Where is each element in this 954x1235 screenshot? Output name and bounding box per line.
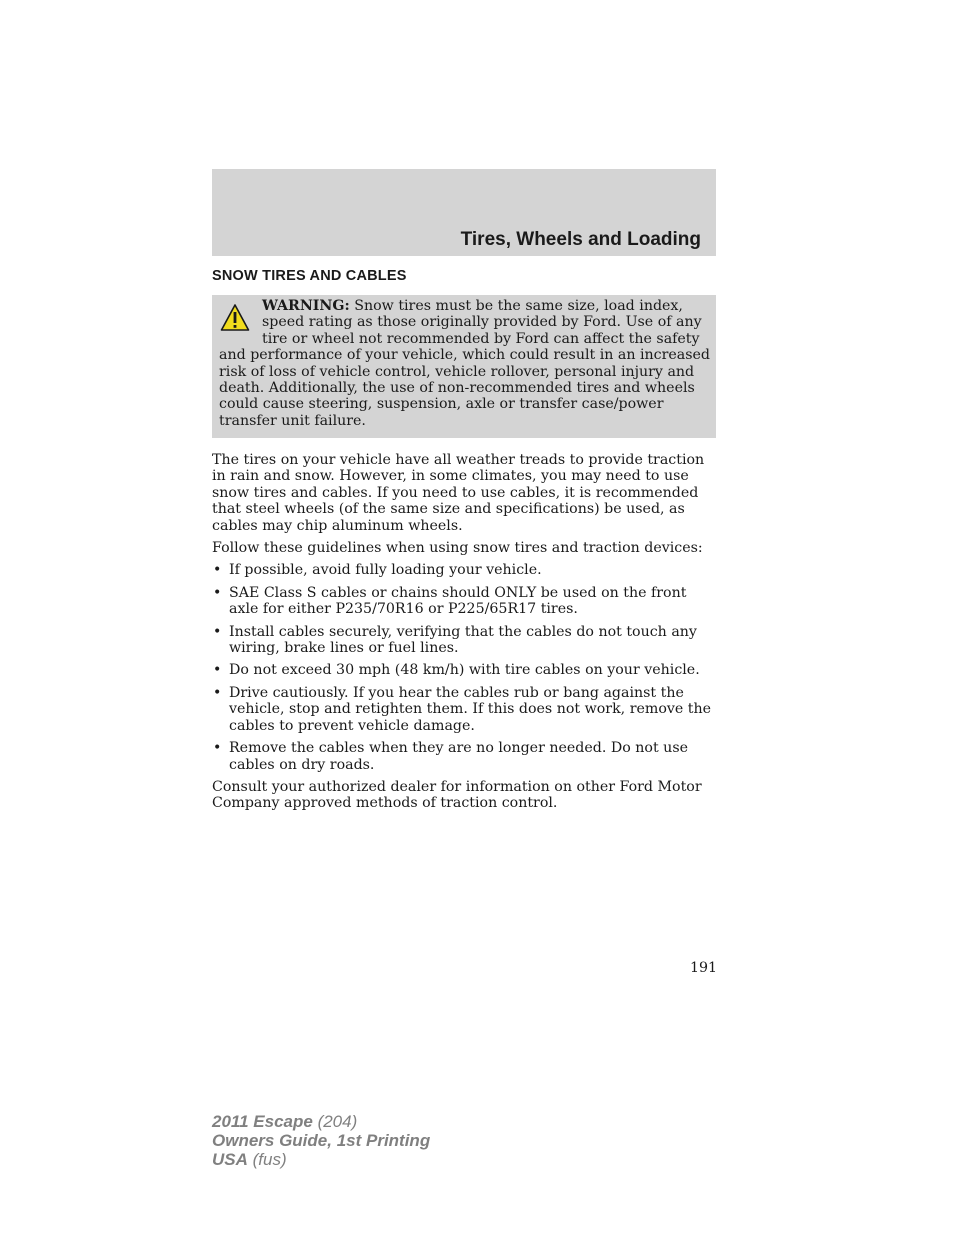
list-item: • Drive cautiously. If you hear the cables rub or bang against the vehicle, stop and retighten them. If this does not work, remove the cables to prevent vehicle damage. xyxy=(213,684,712,734)
chapter-header-band xyxy=(212,169,716,256)
warning-triangle-icon xyxy=(220,303,250,333)
closing-paragraph: Consult your authorized dealer for information on other Ford Motor Company approved methods of traction control. xyxy=(212,778,702,812)
bullet-icon: • xyxy=(213,684,222,701)
document-footer xyxy=(212,1112,430,1169)
page-number: 191 xyxy=(690,960,718,976)
bullet-icon: • xyxy=(213,623,222,640)
list-item: • If possible, avoid fully loading your vehicle. xyxy=(213,562,542,579)
footer-line-market: USA (fus) xyxy=(212,1150,287,1169)
warning-text: Snow tires must be the same size, load index, speed rating as those originally provided by Ford. Use of any tire or wheel not recommended by Ford can affect the safety and performance of your vehicle, which could result in an increased risk of loss of vehicle control, vehicle rollover, personal injury and death. Additionally, the use of non-recommended tires and wheels could cause steering, suspension, axle or transfer case/power transfer unit failure. xyxy=(219,298,711,429)
list-item: • Install cables securely, verifying that the cables do not touch any wiring, brake lines or fuel lines. xyxy=(213,623,697,657)
bullet-icon: • xyxy=(213,662,222,679)
footer-line-model: 2011 Escape (204) xyxy=(212,1112,358,1131)
section-title: SNOW TIRES AND CABLES xyxy=(212,268,407,284)
chapter-title: Tires, Wheels and Loading xyxy=(460,229,701,250)
bullet-icon: • xyxy=(213,562,222,579)
list-item: • Do not exceed 30 mph (48 km/h) with tire cables on your vehicle. xyxy=(213,662,700,679)
guidelines-list xyxy=(212,562,718,772)
list-item: • SAE Class S cables or chains should ONLY be used on the front axle for either P235/70R16 or P225/65R17 tires. xyxy=(213,584,687,618)
body-text xyxy=(212,452,718,818)
list-item: • Remove the cables when they are no longer needed. Do not use cables on dry roads. xyxy=(213,740,688,773)
intro-paragraph: The tires on your vehicle have all weather treads to provide traction in rain and snow. However, in some climates, you may need to use snow tires and cables. If you need to use cables, it is recommended that steel wheels (of the same size and specifications) be used, as cables may chip aluminum wheels. xyxy=(212,452,705,534)
footer-line-edition: Owners Guide, 1st Printing xyxy=(212,1131,431,1150)
bullet-icon: • xyxy=(213,740,222,757)
warning-label: WARNING: xyxy=(262,298,350,314)
warning-box xyxy=(212,295,716,438)
bullet-icon: • xyxy=(213,584,222,601)
guidelines-intro: Follow these guidelines when using snow tires and traction devices: xyxy=(212,540,703,557)
